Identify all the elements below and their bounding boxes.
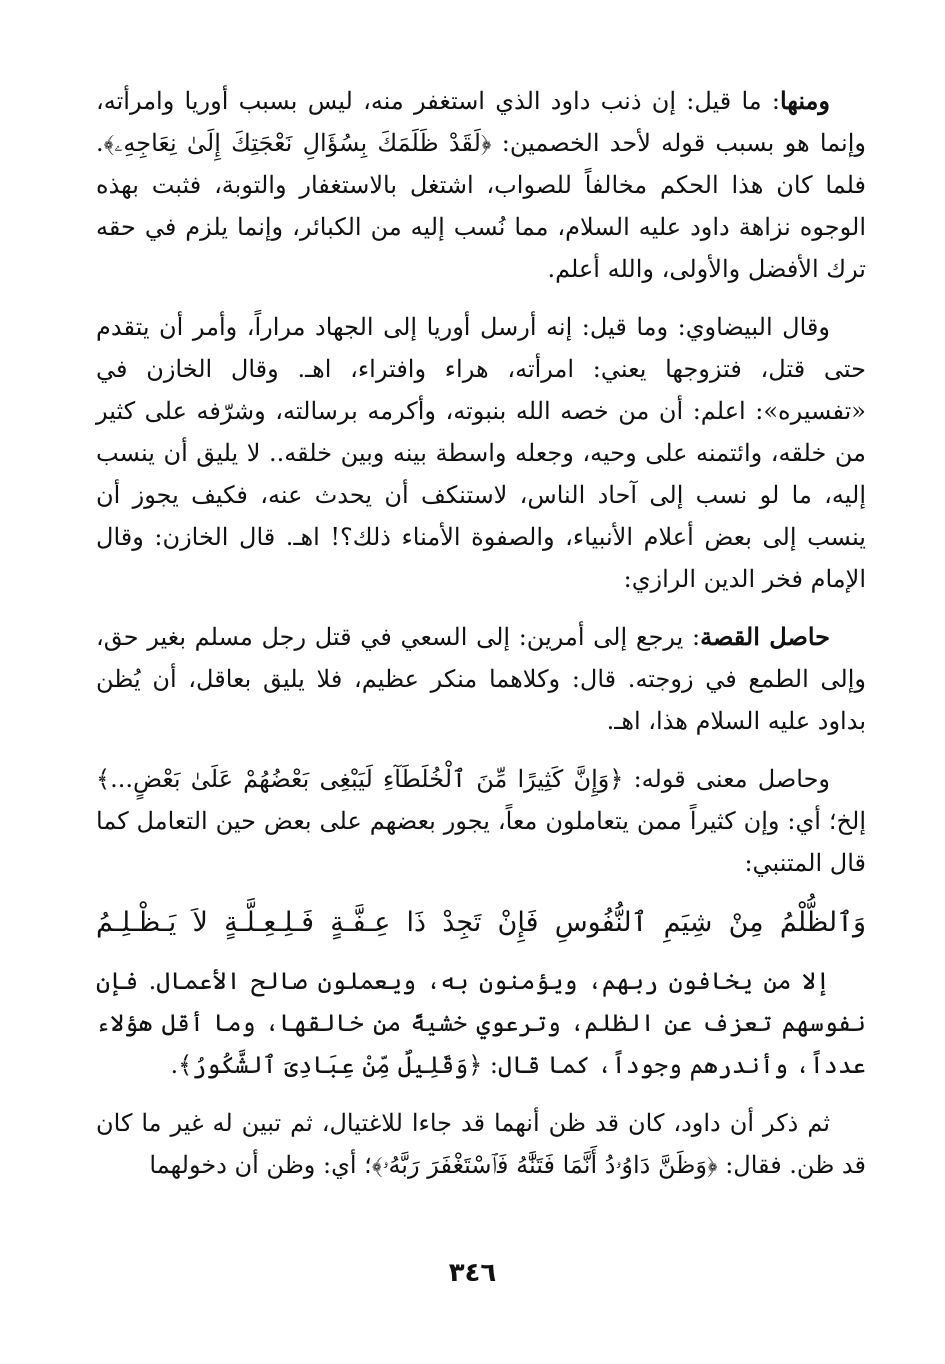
paragraph-lead: ومنها <box>779 86 830 115</box>
paragraph-text: وحاصل معنى قوله: ﴿وَإِنَّ كَثِيرًا مِّنَ ٱلْخُلَطَآءِ لَيَبْغِى بَعْضُهُمْ عَلَىٰ بَعْضٍ...﴾ إلخ؛ أي: وإن كثيراً ممن يتعاملون معاً، يجور بعضهم على بعض حين التعامل كما قال المتنبي: <box>96 765 866 877</box>
paragraph-hasil-alqissa <box>96 616 866 742</box>
paragraph-lead: حاصل القصة <box>700 622 830 651</box>
paragraph-text: : ما قيل: إن ذنب داود الذي استغفر منه، ليس بسبب أوريا وامرأته، وإنما هو بسبب قوله لأحد الخصمين: ﴿لَقَدْ ظَلَمَكَ بِسُؤَالِ نَعْجَتِكَ إِلَىٰ نِعَاجِهِۦ﴾. فلما كان هذا الحكم مخالفاً للصواب، اشتغل بالاستغفار والتوبة، فثبت بهذه الوجوه نزاهة داود عليه السلام، مما نُسب إليه من الكبائر، وإنما يلزم في حقه ترك الأفضل والأولى، والله أعلم. <box>96 87 866 283</box>
paragraph-text: ثم ذكر أن داود، كان قد ظن أنهما قد جاءا للاغتيال، ثم تبين له غير ما كان قد ظن. فقال: ﴿وَظَنَّ دَاوُۥدُ أَنَّمَا فَتَنَّٰهُ فَٱسْتَغْفَرَ رَبَّهُۥ﴾؛ أي: وظن أن دخولهما <box>96 1109 866 1179</box>
poetry-verse: وَٱلظُّلْمُ مِنْ شِيَمِ ٱلنُّفُوسِ فَإِنْ تَجِدْ ذَا عِـفَّـةٍ فَـلِـعِـلَّـةٍ لاَ يَـظْـلِـمُ <box>96 907 866 938</box>
page-body <box>96 80 866 1202</box>
paragraph-text: وقال البيضاوي: وما قيل: إنه أرسل أوريا إلى الجهاد مراراً، وأمر أن يتقدم حتى قتل، فتزوجها يعني: امرأته، هراء وافتراء، اهـ. وقال الخازن في «تفسيره»: اعلم: أن من خصه الله بنبوته، وأكرمه برسالته، وشرّفه على كثير من خلقه، وائتمنه على وحيه، وجعله واسطة بينه وبين خلقه.. لا يليق أن ينسب إليه، ما لو نسب إلى آحاد الناس، لاستنكف أن يحدث عنه، فكيف يجوز أن ينسب إلى بعض أعلام الأنبياء، والصفوة الأمناء ذلك؟! اهـ. قال الخازن: وقال الإمام فخر الدين الرازي: <box>96 313 866 593</box>
paragraph-wa-minha <box>96 80 866 290</box>
paragraph-hasil-mana <box>96 758 866 884</box>
paragraph-text: : يرجع إلى أمرين: إلى السعي في قتل رجل مسلم بغير حق، وإلى الطمع في زوجته. قال: وكلاهما منكر عظيم، فلا يليق بعاقل، أن يُظن بداود عليه السلام هذا، اهـ. <box>96 623 866 735</box>
paragraph-baydawi <box>96 306 866 600</box>
paragraph-illa-man <box>96 960 866 1086</box>
paragraph-thumma-dhakara <box>96 1102 866 1186</box>
page-number: ٣٤٦ <box>448 1258 497 1288</box>
paragraph-text: إلا من يخافون ربهم، ويؤمنون به، ويعملون صالح الأعمال. فإن نفوسهم تعزف عن الظلم، وترعوي خشيةً من خالقها، وما أقل هؤلاء عدداً، وأندرهم وجوداً، كما قال: ﴿وَقَلِيلٌ مِّنْ عِبَادِىَ ٱلشَّكُورُ﴾. <box>96 967 866 1079</box>
